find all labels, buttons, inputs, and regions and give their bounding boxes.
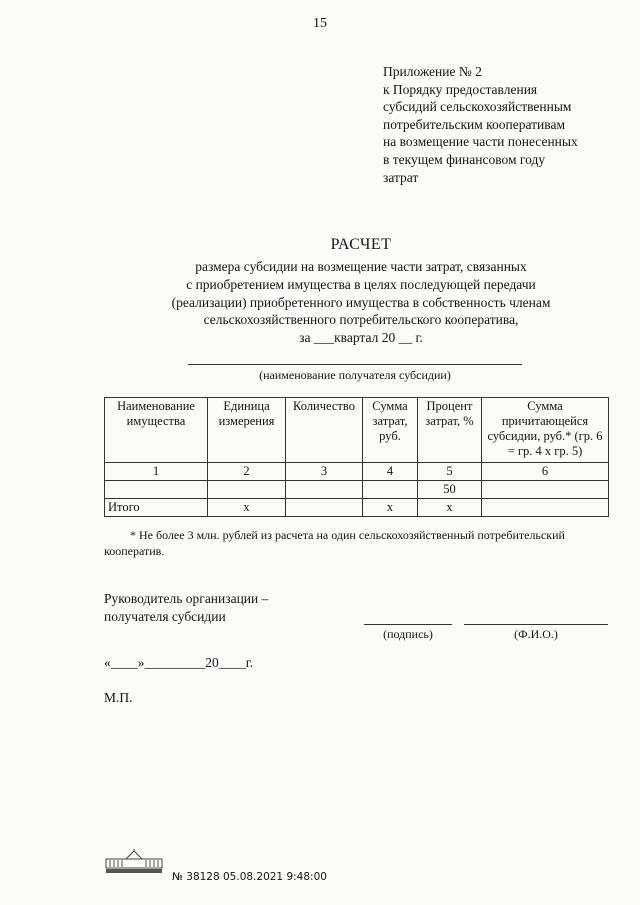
table-row <box>105 463 609 481</box>
table-cell: х <box>418 499 482 517</box>
table-cell: 5 <box>418 463 482 481</box>
table-cell: 50 <box>418 481 482 499</box>
calculation-table <box>104 397 609 517</box>
subtitle-line: за ___квартал 20 __ г. <box>299 330 423 346</box>
header-cell: Сумма затрат, руб. <box>363 398 418 463</box>
table-row <box>105 481 609 499</box>
date-line: «____»_________20____г. <box>104 655 254 670</box>
name-line <box>464 624 608 625</box>
subtitle-line: с приобретением имущества в целях последующей передачи <box>186 276 536 292</box>
table-cell <box>482 481 609 499</box>
recipient-name-line <box>188 364 522 365</box>
table-cell: х <box>208 499 286 517</box>
document-registration-stamp: № 38128 05.08.2021 9:48:00 <box>172 871 327 883</box>
header-cell: Сумма причитающейся субсидии, руб.* (гр. 6 = гр. 4 х гр. 5) <box>482 398 609 463</box>
building-logo-icon <box>104 848 164 874</box>
appendix-line: затрат <box>383 169 419 185</box>
recipient-caption: (наименование получателя субсидии) <box>259 368 451 382</box>
appendix-line: субсидий сельскохозяйственным <box>383 99 572 115</box>
table-cell <box>105 481 208 499</box>
table-cell: Итого <box>105 499 208 517</box>
appendix-line: в текущем финансовом году <box>383 151 546 167</box>
name-caption: (Ф.И.О.) <box>514 627 558 641</box>
table-cell: 2 <box>208 463 286 481</box>
table-cell <box>363 481 418 499</box>
footnote: * Не более 3 млн. рублей из расчета на один сельскохозяйственный потребительский кооператив. <box>104 528 565 558</box>
signature-caption: (подпись) <box>383 627 433 641</box>
table-cell: х <box>363 499 418 517</box>
document-title: РАСЧЕТ <box>330 236 392 253</box>
signature-line <box>364 624 452 625</box>
table-total-row <box>105 499 609 517</box>
table-cell <box>286 481 363 499</box>
table-cell <box>286 499 363 517</box>
table-cell <box>482 499 609 517</box>
stamp-place: М.П. <box>104 690 133 705</box>
table-cell: 6 <box>482 463 609 481</box>
document-subtitle <box>0 258 640 347</box>
appendix-block <box>383 63 578 186</box>
header-cell: Наименование имущества <box>105 398 208 463</box>
appendix-line: потребительским кооперативам <box>383 116 566 132</box>
table-cell: 3 <box>286 463 363 481</box>
table-cell <box>208 481 286 499</box>
appendix-line: на возмещение части понесенных <box>383 134 578 150</box>
header-cell: Количество <box>286 398 363 463</box>
page-number: 15 <box>313 16 327 31</box>
appendix-line: к Порядку предоставления <box>383 81 538 97</box>
table-cell: 4 <box>363 463 418 481</box>
subtitle-line: сельскохозяйственного потребительского кооператива, <box>203 312 519 328</box>
table-cell: 1 <box>105 463 208 481</box>
subtitle-line: размера субсидии на возмещение части затрат, связанных <box>195 259 527 274</box>
appendix-line: Приложение № 2 <box>383 64 482 79</box>
header-cell: Единица измерения <box>208 398 286 463</box>
signatory-line: Руководитель организации – <box>104 591 269 606</box>
signatory-line: получателя субсидии <box>104 608 226 624</box>
table-header-row <box>105 398 609 463</box>
subtitle-line: (реализации) приобретенного имущества в собственность членам <box>171 294 551 310</box>
header-cell: Процент затрат, % <box>418 398 482 463</box>
signatory-block <box>104 590 268 626</box>
